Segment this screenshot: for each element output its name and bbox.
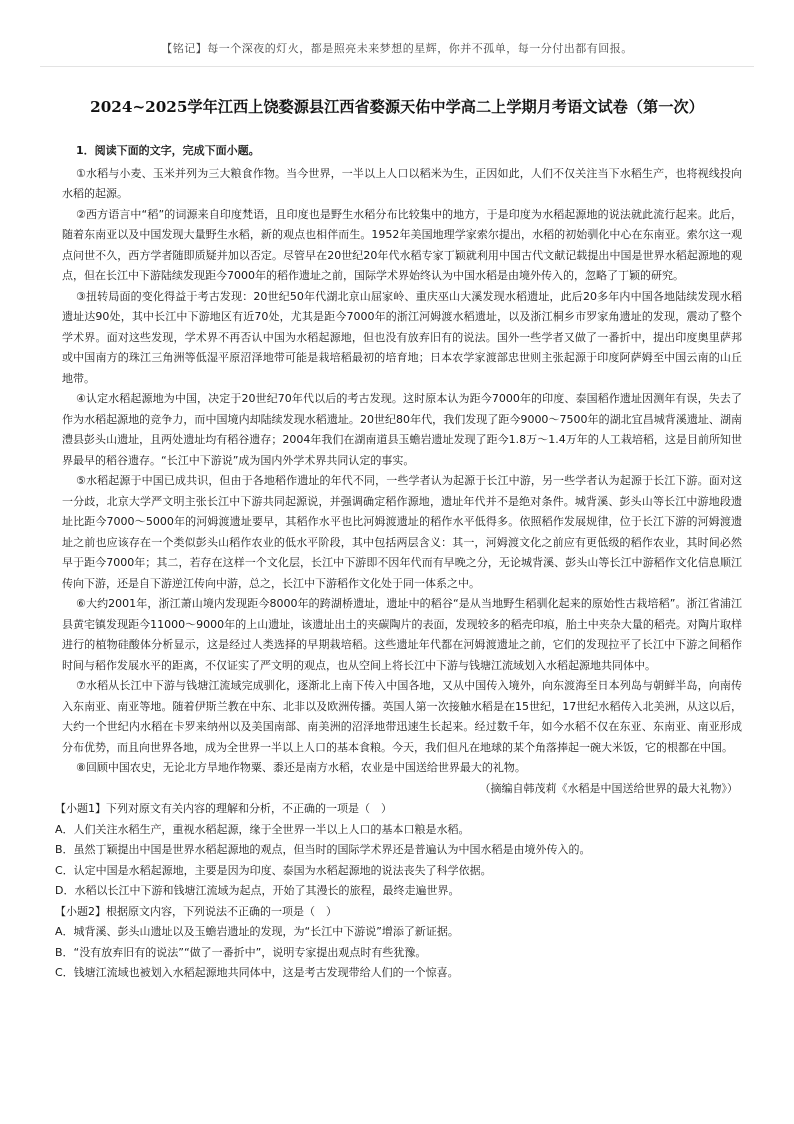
question-1-option-d: D．水稻以长江中下游和钱塘江流域为起点，开始了其漫长的旅程，最终走遍世界。	[55, 884, 460, 897]
question-2-stem: 【小题2】根据原文内容，下列说法不正确的一项是（ ）	[55, 904, 337, 918]
paragraph-3: ③扭转局面的变化得益于考古发现：20世纪50年代湖北京山屈家岭、重庆巫山大溪发现水稻遗址，此后20多年内中国各地陆续发现水稻遗址达90处，其中长江中下游地区有近70处，尤其是距今7000年的浙江河姆渡水稻遗址，以及浙江桐乡市罗家角遗址的发现，震动了整个学术界。面对这些发现，学术界不再否认中国为水稻起源地，但也没有放弃旧有的说法。国外一些学者又做了一番折中，提出印度奥里萨邦或中国南方的珠江三角洲等低湿平原沼泽地带可能是栽培稻最初的培育地；日本农学家渡部忠世则主张起源于印度阿萨姆至中国云南的山丘地带。	[62, 289, 742, 385]
question-1-stem: 【小题1】下列对原文有关内容的理解和分析，不正确的一项是（ ）	[55, 802, 392, 815]
motto-banner: 【铭记】每一个深夜的灯火，都是照亮未来梦想的星辉，你并不孤单，每一分付出都有回报。	[161, 42, 633, 55]
question-2-option-c: C．钱塘江流域也被划入水稻起源地共同体中，这是考古发现带给人们的一个惊喜。	[55, 966, 459, 979]
source-citation: （摘编自韩茂莉《水稻是中国送给世界的最大礼物》）	[479, 781, 738, 795]
question-1-option-b: B．虽然丁颖提出中国是世界水稻起源地的观点，但当时的国际学术界还是普遍认为中国水稻是由境外传入的。	[55, 843, 591, 856]
paragraph-6: ⑥大约2001年，浙江萧山境内发现距今8000年的跨湖桥遗址，遗址中的稻谷“是从当地野生稻驯化起来的原始性古栽培稻”。浙江省浦江县黄宅镇发现距今11000～9000年的上山遗址，该遗址出土的夹碳陶片的表面，发现较多的稻壳印痕，胎土中夹杂大量的稻壳。对陶片取样进行的植物硅酸体分析显示，这是经过人类选择的早期栽培稻。这些遗址年代都在河姆渡遗址之前，它们的发现拉平了长江中下游之间稻作时间与稻作发展水平的距离，不仅证实了严文明的观点，也从空间上将长江中下游与钱塘江流域划入水稻起源地共同体中。	[62, 597, 742, 672]
question-1-option-c: C．认定中国是水稻起源地，主要是因为印度、泰国为水稻起源地的说法丧失了科学依据。	[55, 863, 492, 877]
paragraph-4: ④认定水稻起源地为中国，决定于20世纪70年代以后的考古发现。这时原本认为距今7000年的印度、泰国稻作遗址因测年有误，失去了作为水稻起源地的竞争力，而中国境内却陆续发现水稻遗址。20世纪80年代，我们发现了距今9000～7500年的湖北宜昌城背溪遗址、湖南澧县彭头山遗址，且两处遗址均有稻谷遗存；2004年我们在湖南道县玉蟾岩遗址发现了距今1.8万～1.4万年的人工栽培稻，这是目前所知世界最早的稻谷遗存。“长江中下游说”成为国内外学术界共同认定的事实。	[62, 392, 742, 467]
paragraph-8: ⑧回顾中国农史，无论北方旱地作物粟、黍还是南方水稻，农业是中国送给世界最大的礼物。	[76, 761, 526, 774]
header-divider	[40, 66, 754, 67]
question-2-option-a: A．城背溪、彭头山遗址以及玉蟾岩遗址的发现，为“长江中下游说”增添了新证据。	[55, 925, 459, 938]
paragraph-2: ②西方语言中“稻”的词源来自印度梵语，且印度也是野生水稻分布比较集中的地方，于是印度为水稻起源地的说法就此流行起来。此后，随着东南亚以及中国发现大量野生水稻，新的观点也相伴而生。1952年美国地理学家索尔提出，水稻的初始驯化中心在东南亚。索尔这一观点问世不久，西方学者随即质疑并加以否定。尽管早在20世纪20年代水稻专家丁颖就利用中国古代文献记载提出中国是世界水稻起源地的观点，但在长江中下游陆续发现距今7000年的稻作遗址之前，国际学术界始终认为中国水稻是由境外传入的，忽略了丁颖的研究。	[62, 207, 742, 282]
question-2-option-b: B．“没有放弃旧有的说法”“做了一番折中”，说明专家提出观点时有些犹豫。	[55, 945, 427, 959]
reading-instruction: 1．阅读下面的文字，完成下面小题。	[76, 144, 260, 157]
question-1-option-a: A．人们关注水稻生产，重视水稻起源，缘于全世界一半以上人口的基本口粮是水稻。	[55, 822, 470, 836]
paragraph-1: ①水稻与小麦、玉米并列为三大粮食作物。当今世界，一半以上人口以稻米为生，正因如此，人们不仅关注当下水稻生产，也将视线投向水稻的起源。	[62, 166, 742, 200]
document-body	[55, 141, 742, 984]
page-title: 2024~2025学年江西上饶婺源县江西省婺源天佑中学高二上学期月考语文试卷（第一次）	[90, 98, 704, 116]
paragraph-7: ⑦水稻从长江中下游与钱塘江流域完成驯化，逐渐北上南下传入中国各地，又从中国传入境外，向东渡海至日本列岛与朝鲜半岛，向南传入东南亚、南亚等地。随着伊斯兰教在中东、北非以及欧洲传播。英国人第一次接触水稻是在15世纪，17世纪水稻传入北美洲，从这以后，大约一个世纪内水稻在卡罗来纳州以及美国南部、南美洲的沼泽地带迅速生长起来。经过数千年，如今水稻不仅在东亚、东南亚、南亚形成分布优势，而且向世界各地，成为全世界一半以上人口的基本食粮。今天，我们但凡在地球的某个角落捧起一碗大米饭，它的根都在中国。	[62, 679, 742, 754]
paragraph-5: ⑤水稻起源于中国已成共识，但由于各地稻作遗址的年代不同，一些学者认为起源于长江中游，另一些学者认为起源于长江下游。面对这一分歧，北京大学严文明主张长江中下游共同起源说，并强调确定稻作源地，遗址年代并不是绝对条件。城背溪、彭头山等长江中游地段遗址比距今7000～5000年的河姆渡遗址要早，其稻作水平也比河姆渡遗址的稻作水平低得多。依照稻作发展规律，位于长江下游的河姆渡遗址之前也应该存在一个类似彭头山稻作农业的低水平阶段，其中包括两层含义：其一，河姆渡文化之前应有更低级的稻作农业，其时间必然早于距今7000年；其二，若存在这样一个文化层，长江中下游即不因年代而有早晚之分，无论城背溪、彭头山等长江中游稻作文化信息顺江传向下游，还是自下游逆江传向中游，总之，长江中下游稻作文化处于同一体系之中。	[62, 474, 742, 590]
